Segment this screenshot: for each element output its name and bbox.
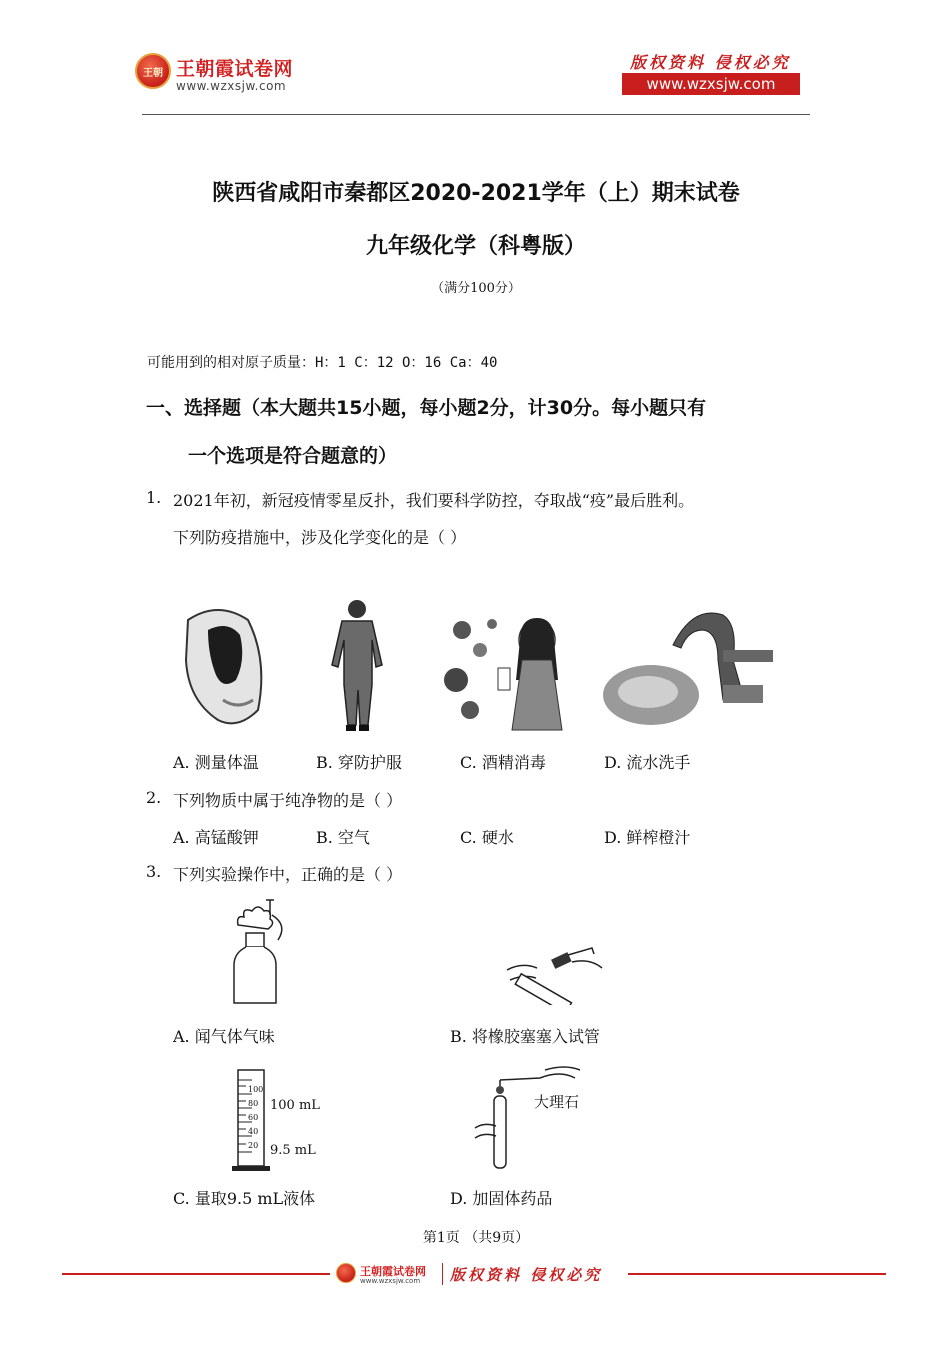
brand-url[interactable]: www.wzxsjw.com (176, 79, 287, 93)
section-heading-cont: 一个选项是符合题意的） (188, 445, 398, 467)
option-c[interactable]: C. 硬水 (460, 828, 514, 847)
section-heading: 一、选择题（本大题共15小题，每小题2分，计30分。每小题只有 (146, 397, 707, 419)
question-number: 2. (146, 788, 162, 807)
option-d[interactable]: D. 鲜榨橙汁 (604, 828, 691, 847)
option-a[interactable]: A. 闻气体气味 (173, 1027, 275, 1046)
full-score: （满分100分） (431, 281, 521, 296)
cylinder-ticks: 100 80 60 40 20 (248, 1085, 264, 1150)
protective-suit-icon (322, 595, 392, 735)
thermometer-gun-icon (178, 600, 268, 730)
footer-copyright: 版权资料 侵权必究 (450, 1266, 603, 1284)
marble-label: 大理石 (534, 1093, 580, 1111)
option-c[interactable]: C. 量取9.5 mL液体 (173, 1189, 316, 1208)
exam-title: 陕西省咸阳市秦都区2020-2021学年（上）期末试卷 (212, 181, 740, 206)
brand-logo-icon: 王朝 (135, 53, 171, 89)
option-b[interactable]: B. 将橡胶塞塞入试管 (450, 1027, 600, 1046)
question-text: 2021年初，新冠疫情零星反扑，我们要科学防控，夺取战“疫”最后胜利。 (173, 491, 695, 510)
option-d[interactable]: D. 加固体药品 (450, 1189, 553, 1208)
url-banner[interactable]: www.wzxsjw.com (622, 73, 800, 95)
option-b[interactable]: B. 穿防护服 (316, 753, 402, 772)
exam-subtitle: 九年级化学（科粤版） (365, 234, 586, 259)
question-number: 1. (146, 488, 162, 507)
footer-separator (442, 1263, 443, 1285)
alcohol-spray-icon (442, 610, 574, 732)
option-d[interactable]: D. 流水洗手 (604, 753, 691, 772)
option-b[interactable]: B. 空气 (316, 828, 370, 847)
option-a[interactable]: A. 高锰酸钾 (173, 828, 259, 847)
atomic-masses: 可能用到的相对原子质量：H：1 C：12 O：16 Ca：40 (147, 355, 498, 371)
cylinder-label-top: 100 mL (270, 1098, 320, 1113)
question-text: 下列防疫措施中，涉及化学变化的是（ ） (173, 528, 467, 547)
page-number: 第1页 （共9页） (422, 1230, 530, 1246)
footer-divider-left (62, 1273, 330, 1275)
header-divider (142, 114, 810, 115)
footer-url[interactable]: www.wzxsjw.com (360, 1277, 421, 1285)
footer-brand: 王朝霞试卷网 (360, 1265, 426, 1278)
smell-gas-bottle-icon (228, 895, 293, 1007)
copyright-notice: 版权资料 侵权必究 (630, 53, 791, 72)
footer-logo-icon (336, 1263, 356, 1283)
question-text: 下列物质中属于纯净物的是（ ） (173, 791, 403, 810)
question-number: 3. (146, 862, 162, 881)
cylinder-label-bottom: 9.5 mL (270, 1143, 316, 1158)
option-c[interactable]: C. 酒精消毒 (460, 753, 546, 772)
question-text: 下列实验操作中，正确的是（ ） (173, 865, 403, 884)
option-a[interactable]: A. 测量体温 (173, 753, 259, 772)
faucet-icon (603, 600, 778, 732)
brand-name: 王朝霞试卷网 (176, 58, 294, 80)
marble-test-tube-icon (470, 1060, 585, 1175)
footer-divider-right (628, 1273, 886, 1275)
rubber-stopper-tube-icon (502, 940, 607, 1005)
